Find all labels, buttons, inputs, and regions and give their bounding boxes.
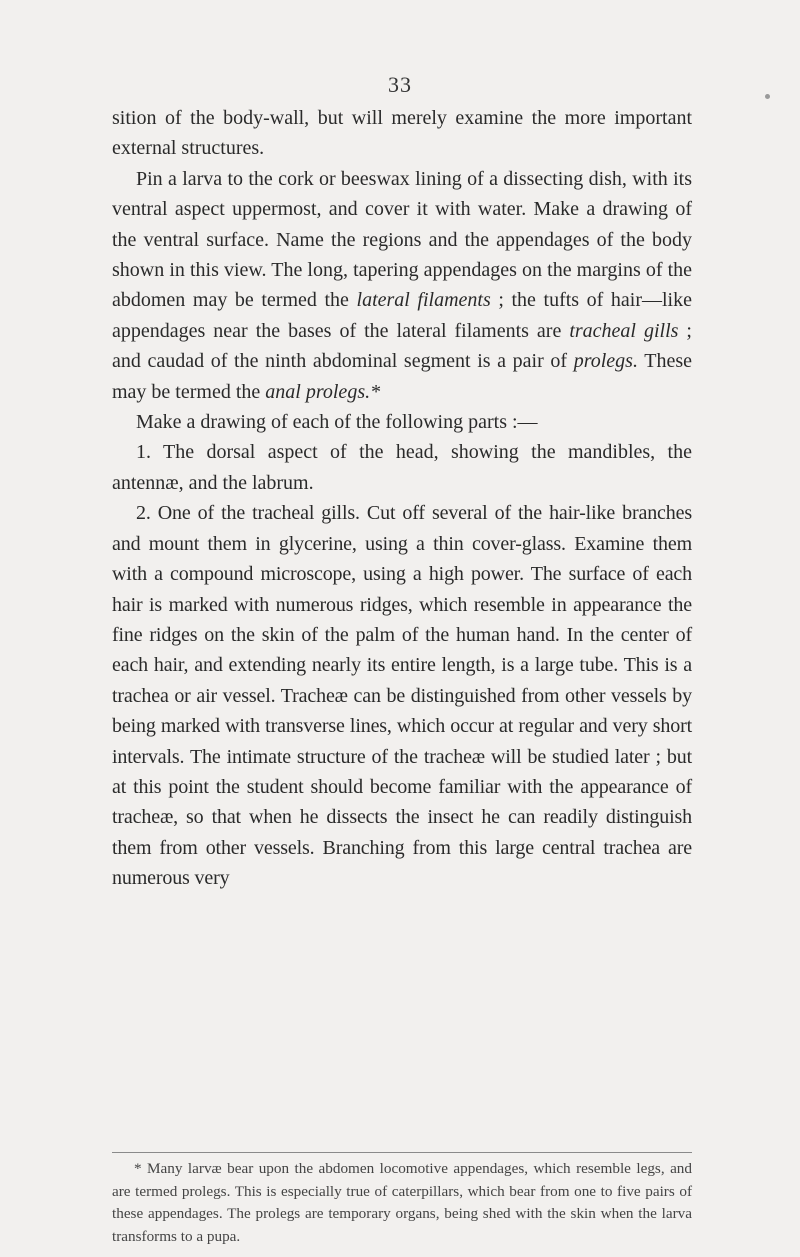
page-speck bbox=[765, 94, 770, 99]
footnote-divider bbox=[112, 1152, 692, 1153]
footnote bbox=[112, 1158, 692, 1248]
term-prolegs: prolegs. bbox=[573, 350, 638, 373]
paragraph-continuation: sition of the body-wall, but will merely examine the more important external structures. bbox=[112, 107, 692, 160]
paragraph-dissection-text-c: ; and caudad of the ninth abdominal segment is a pair of bbox=[112, 319, 692, 373]
term-lateral-filaments: lateral filaments bbox=[356, 289, 491, 312]
list-item-1: 1. The dorsal aspect of the head, showing the mandibles, the antennæ, and the labrum. bbox=[112, 441, 692, 494]
paragraph-dissection-text-b: ; the tufts of hair—like appendages near the bases of the lateral filaments are bbox=[112, 289, 692, 342]
paragraph-dissection bbox=[112, 164, 692, 407]
paragraph-dissection-text-a: Pin a larva to the cork or beeswax lining of a dissecting dish, with its ventral aspect uppermost, and cover it with water. Make a drawing of the ventral surface. Name the regions and the appendages of the body shown in this view. The long, tapering appendages on the margins of the abdomen may be termed the bbox=[112, 167, 692, 312]
page-number: 33 bbox=[388, 72, 412, 97]
term-anal-prolegs: anal prolegs.* bbox=[265, 380, 381, 403]
list-item-2: 2. One of the tracheal gills. Cut off several of the hair-like branches and mount them in glycerine, using a thin cover-glass. Examine them with a compound microscope, using a high power. The surface of each hair is marked with numerous ridges, which resemble in appearance the fine ridges on the skin of the palm of the human hand. In the center of each hair, and extending nearly its entire length, is a large tube. This is a trachea or air vessel. Tracheæ can be distinguished from other vessels by being marked with transverse lines, which occur at regular and very short intervals. The intimate structure of the tracheæ will be studied later ; but at this point the student should become familiar with the appearance of tracheæ, so that when he dissects the insect he can readily distinguish them from other vessels. Branching from this large central trachea are numerous very bbox=[112, 502, 692, 890]
footnote-text: * Many larvæ bear upon the abdomen locomotive appendages, which resemble legs, and are termed prolegs. This is especially true of caterpillars, which bear from one to five pairs of these appendages. The prolegs are temporary organs, being shed with the skin when the larva transforms to a pupa. bbox=[112, 1160, 692, 1245]
paragraph-drawing-instruction: Make a drawing of each of the following parts :— bbox=[136, 411, 538, 434]
term-tracheal-gills: tracheal gills bbox=[569, 319, 679, 342]
paragraph-dissection-text-d: These may be termed the bbox=[112, 350, 692, 403]
main-text bbox=[112, 103, 692, 894]
